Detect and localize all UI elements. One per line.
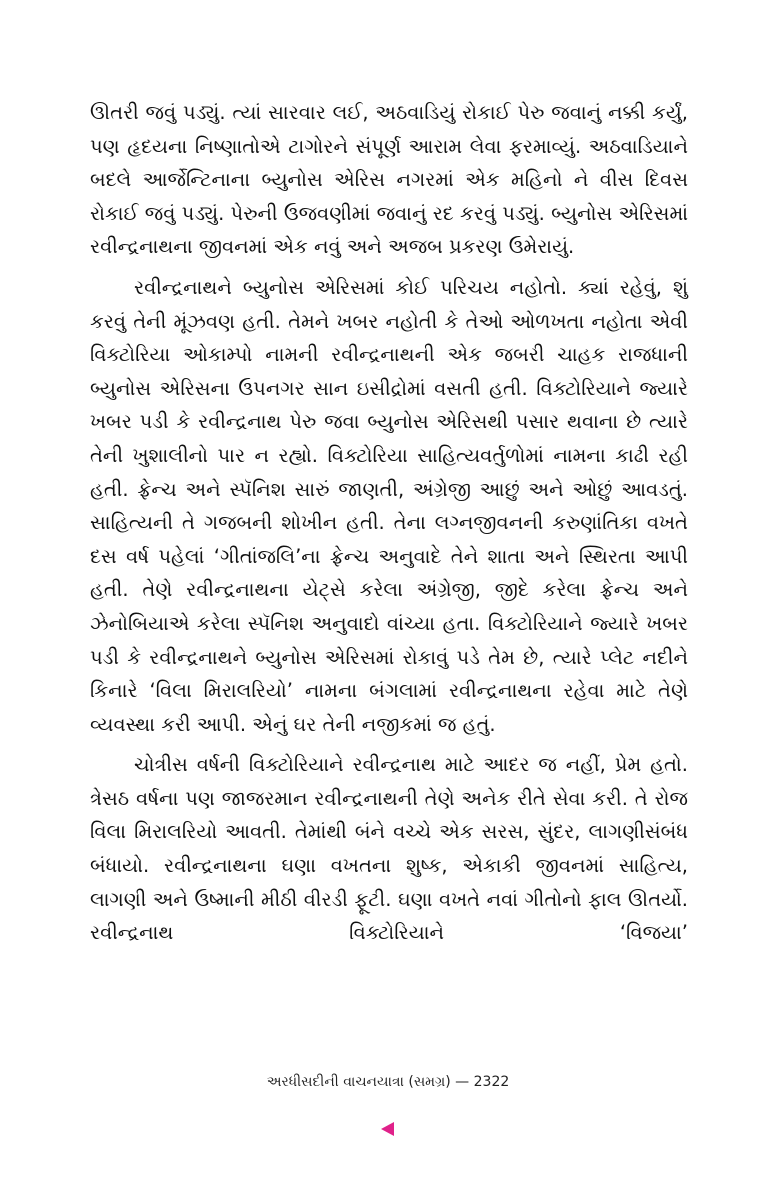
paragraph-3: ચોત્રીસ વર્ષની વિક્ટોરિયાને રવીન્દ્રનાથ માટે આદર જ નહીં, પ્રેમ હતો. ત્રેસઠ વર્ષના પણ જાજરમાન રવીન્દ્રનાથની તેણે અનેક રીતે સેવા કરી. તે રોજ વિલા મિરાલરિયો આવતી. તેમાંથી બંને વચ્ચે એક સરસ, સુંદર, લાગણીસંબંધ બંધાયો. રવીન્દ્રનાથના ઘણા વખતના શુષ્ક, એકાકી જીવનમાં સાહિત્ય, લાગણી અને ઉષ્માની મીઠી વીરડી ફૂટી. ઘણા વખતે નવાં ગીતોનો ફાલ ઊતર્યો. રવીન્દ્રનાથ વિક્ટોરિયાને ‘વિજયા’ — [90, 753, 688, 945]
page-body — [90, 96, 688, 957]
previous-page-arrow-icon[interactable] — [381, 1122, 394, 1136]
paragraph-2: રવીન્દ્રનાથને બ્યુનોસ એરિસમાં કોઈ પરિચય નહોતો. ક્યાં રહેવું, શું કરવું તેની મૂંઝવણ હતી. તેમને ખબર નહોતી કે તેઓ ઓળખતા નહોતા એવી વિક્ટોરિયા ઓકામ્પો નામની રવીન્દ્રનાથની એક જબરી ચાહક રાજધાની બ્યુનોસ એરિસના ઉપનગર સાન ઇસીદ્રોમાં વસતી હતી. વિક્ટોરિયાને જ્યારે ખબર પડી કે રવીન્દ્રનાથ પેરુ જવા બ્યુનોસ એરિસથી પસાર થવાના છે ત્યારે તેની ખુશાલીનો પાર ન રહ્યો. વિક્ટોરિયા સાહિત્યવર્તુળોમાં નામના કાઢી રહી હતી. ફ્રેન્ચ અને સ્પૅનિશ સારું જાણતી, અંગ્રેજી આછું અને ઓછું આવડતું. સાહિત્યની તે ગજબની શોખીન હતી. તેના લગ્નજીવનની કરુણાંતિકા વખતે દસ વર્ષ પહેલાં ‘ગીતાંજલિ’ના ફ્રેન્ચ અનુવાદે તેને શાતા અને સ્થિરતા આપી હતી. તેણે રવીન્દ્રનાથના યેટ્સે કરેલા અંગ્રેજી, જીદે કરેલા ફ્રેન્ચ અને ઝેનોબિયાએ કરેલા સ્પૅનિશ અનુવાદો વાંચ્યા હતા. વિક્ટોરિયાને જ્યારે ખબર પડી કે રવીન્દ્રનાથને બ્યુનોસ એરિસમાં રોકાવું પડે તેમ છે, ત્યારે પ્લેટ નદીને કિનારે ‘વિલા મિરાલરિયો’ નામના બંગલામાં રવીન્દ્રનાથના રહેવા માટે તેણે વ્યવસ્થા કરી આપી. એનું ઘર તેની નજીકમાં જ હતું. — [90, 275, 688, 736]
page-footer: અરધીસદીની વાચનયાત્રા (સમગ્ર) — 2322 — [266, 1074, 510, 1090]
paragraph-1: ઊતરી જવું પડ્યું. ત્યાં સારવાર લઈ, અઠવાડિયું રોકાઈ પેરુ જવાનું નક્કી કર્યું, પણ હૃદયના નિષ્ણાતોએ ટાગોરને સંપૂર્ણ આરામ લેવા ફરમાવ્યું. અઠવાડિયાને બદલે આર્જેન્ટિનાના બ્યુનોસ એરિસ નગરમાં એક મહિનો ને વીસ દિવસ રોકાઈ જવું પડ્યું. પેરુની ઉજવણીમાં જવાનું રદ કરવું પડ્યું. બ્યુનોસ એરિસમાં રવીન્દ્રનાથના જીવનમાં એક નવું અને અજબ પ્રકરણ ઉમેરાયું. — [90, 101, 688, 259]
